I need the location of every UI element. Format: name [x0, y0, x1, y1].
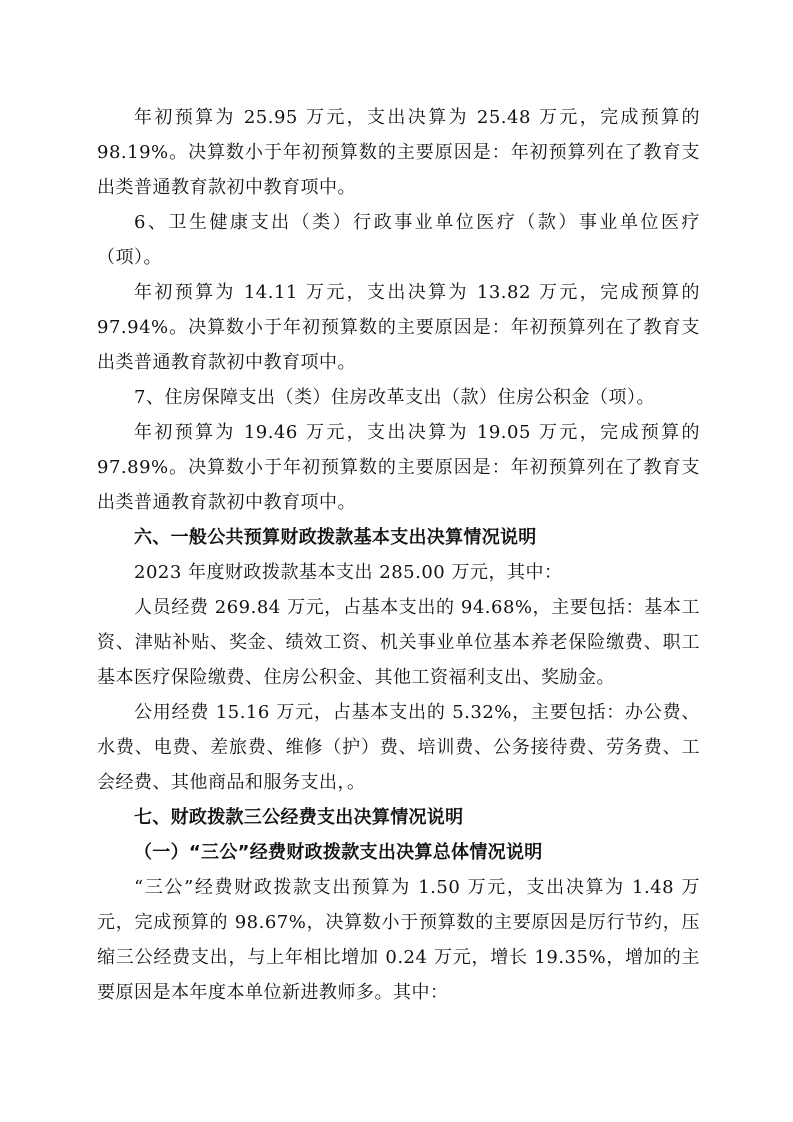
paragraph-housing-item: 7、住房保障支出（类）住房改革支出（款）住房公积金（项）。: [134, 387, 655, 408]
paragraph-education-budget: 年初预算为 25.95 万元，支出决算为 25.48 万元，完成预算的98.19%。决算数小于年初预算数的主要原因是：年初预算列在了教育支出类普通教育款初中教育项中。: [97, 107, 700, 198]
paragraph-health-item: 6、卫生健康支出（类）行政事业单位医疗（款）事业单位医疗（项）。: [97, 212, 700, 268]
paragraph-housing-budget: 年初预算为 19.46 万元，支出决算为 19.05 万元，完成预算的97.89%。决算数小于年初预算数的主要原因是：年初预算列在了教育支出类普通教育款初中教育项中。: [97, 422, 700, 513]
paragraph-basic-expenditure: 2023 年度财政拨款基本支出 285.00 万元，其中：: [134, 562, 563, 583]
paragraph-health-budget: 年初预算为 14.11 万元，支出决算为 13.82 万元，完成预算的97.94%。决算数小于年初预算数的主要原因是：年初预算列在了教育支出类普通教育款初中教育项中。: [97, 282, 700, 373]
section-heading-six: 六、一般公共预算财政拨款基本支出决算情况说明: [134, 527, 537, 548]
paragraph-public-expenses: 公用经费 15.16 万元，占基本支出的 5.32%，主要包括：办公费、水费、电费、差旅费、维修（护）费、培训费、公务接待费、劳务费、工会经费、其他商品和服务支出，。: [97, 702, 700, 793]
paragraph-personnel-expenses: 人员经费 269.84 万元，占基本支出的 94.68%，主要包括：基本工资、津贴补贴、奖金、绩效工资、机关事业单位基本养老保险缴费、职工基本医疗保险缴费、住房公积金、其他工资福利支出、奖励金。: [97, 597, 700, 688]
subsection-heading-three-public: （一）“三公”经费财政拨款支出决算总体情况说明: [134, 842, 543, 863]
paragraph-three-public-overview: “三公”经费财政拨款支出预算为 1.50 万元，支出决算为 1.48 万元，完成预算的 98.67%，决算数小于预算数的主要原因是厉行节约，压缩三公经费支出，与上年相比增加 0.24 万元，增长 19.35%，增加的主要原因是本年度本单位新进教师多。其中：: [97, 877, 700, 1003]
section-heading-seven: 七、财政拨款三公经费支出决算情况说明: [134, 807, 464, 828]
